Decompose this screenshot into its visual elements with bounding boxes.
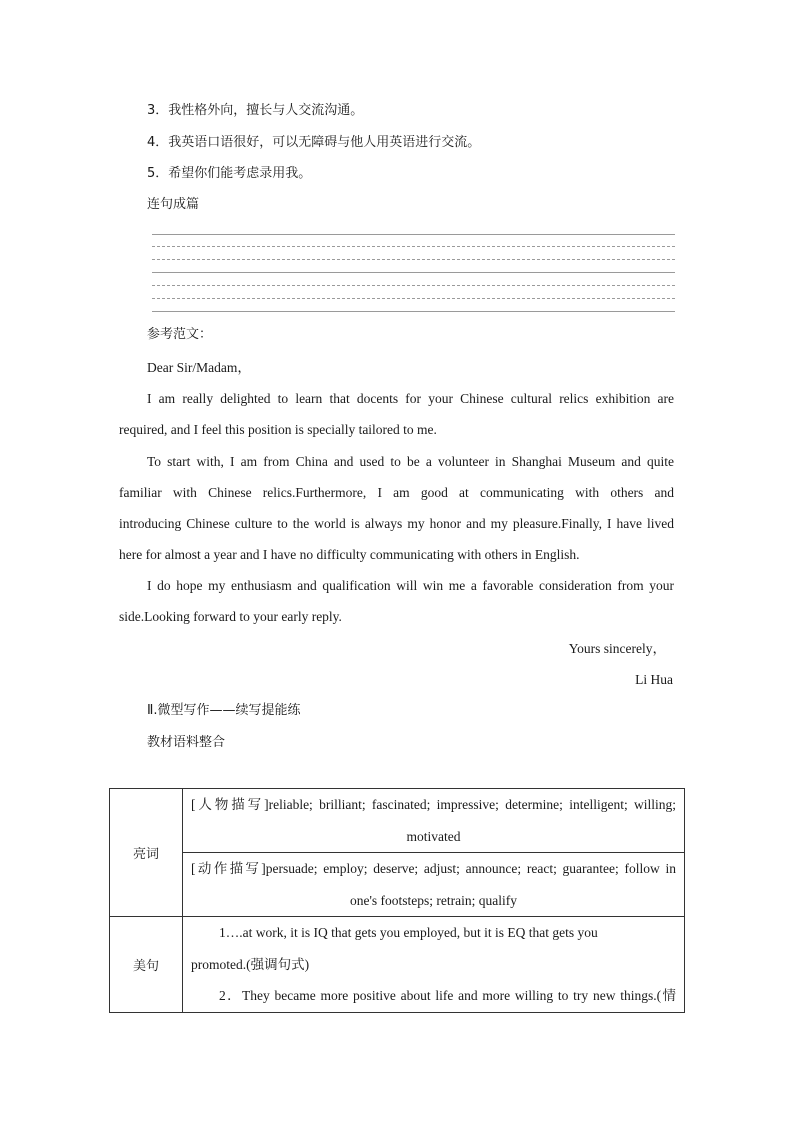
section-title-materials: 教材语料整合 [147, 735, 226, 750]
writing-line [152, 246, 675, 247]
vocabulary-table [109, 788, 685, 1013]
table-row [110, 789, 685, 853]
cell-text: one's footsteps; retrain; qualify [349, 892, 518, 908]
letter-paragraph-line: familiar with Chinese relics.Furthermore, I am good at communicating with others and [119, 485, 674, 500]
table-cell-sentences [183, 917, 685, 1013]
letter-signature: Li Hua [635, 672, 673, 687]
letter-paragraph-line: I am really delighted to learn that docents for your Chinese cultural relics exhibition are [147, 391, 674, 406]
cell-text: [人物描写]reliable; brilliant; fascinated; impressive; determine; intelligent; willing; [191, 797, 676, 812]
writing-line [152, 259, 675, 260]
point-5: 5．希望你们能考虑录用我。 [147, 166, 312, 181]
writing-line [152, 285, 675, 286]
writing-line [152, 298, 675, 299]
row-header-beautiful-sentences: 美句 [110, 917, 183, 1013]
letter-paragraph-line: side.Looking forward to your early reply. [119, 609, 342, 624]
letter-closing: Yours sincerely， [568, 641, 666, 656]
writing-line [152, 311, 675, 312]
row-header-bright-words: 亮词 [110, 789, 183, 917]
cell-text: 2．They became more positive about life and more willing to try new things.(情 [219, 988, 676, 1003]
section-title-connect: 连句成篇 [147, 197, 200, 212]
letter-paragraph-line: introducing Chinese culture to the world is always my honor and my pleasure.Finally, I have lived [119, 516, 674, 531]
letter-paragraph-line: I do hope my enthusiasm and qualification will win me a favorable consideration from your [147, 578, 674, 593]
cell-text: promoted.(强调句式) [191, 956, 310, 972]
writing-line [152, 234, 675, 235]
cell-text: motivated [406, 828, 461, 844]
table-cell-action-description [183, 853, 685, 917]
point-4: 4．我英语口语很好，可以无障碍与他人用英语进行交流。 [147, 135, 481, 150]
point-3: 3．我性格外向，擅长与人交流沟通。 [147, 103, 364, 118]
letter-paragraph-line: here for almost a year and I have no difficulty communicating with others in English. [119, 547, 580, 562]
cell-text: 1….at work, it is IQ that gets you employed, but it is EQ that gets you [219, 925, 598, 940]
letter-salutation: Dear Sir/Madam， [147, 360, 251, 375]
table-cell-character-description [183, 789, 685, 853]
section-title-sample: 参考范文： [147, 327, 213, 342]
writing-line [152, 272, 675, 273]
letter-paragraph-line: To start with, I am from China and used to be a volunteer in Shanghai Museum and quite [147, 454, 674, 469]
cell-text: [动作描写]persuade; employ; deserve; adjust; announce; react; guarantee; follow in [191, 861, 676, 876]
section-title-part2: Ⅱ.微型写作——续写提能练 [147, 703, 301, 718]
letter-paragraph-line: required, and I feel this position is specially tailored to me. [119, 422, 437, 437]
table-row [110, 917, 685, 1013]
table-row [110, 853, 685, 917]
